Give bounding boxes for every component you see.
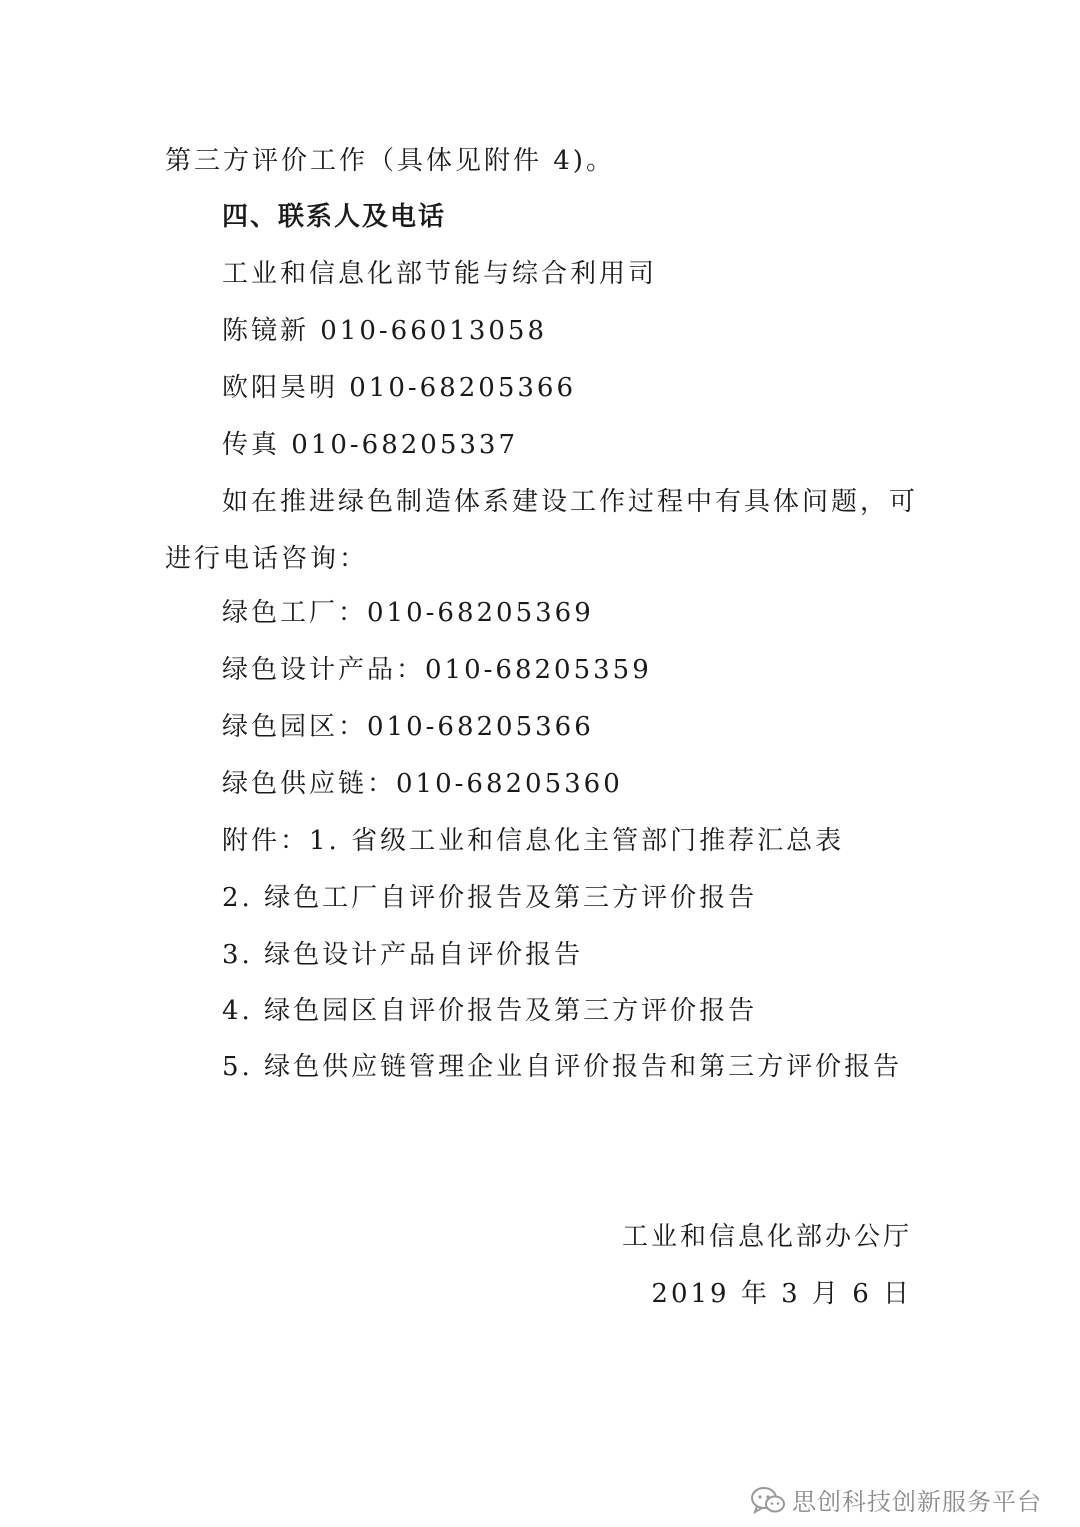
- text-line: 如在推进绿色制造体系建设工作过程中有具体问题，可: [222, 487, 919, 517]
- attachment-item: 2. 绿色工厂自评价报告及第三方评价报告: [222, 883, 758, 913]
- wechat-icon: [750, 1485, 786, 1515]
- watermark-text: 思创科技创新服务平台: [792, 1488, 1042, 1516]
- watermark: [750, 1482, 1042, 1517]
- attachment-item: 4. 绿色园区自评价报告及第三方评价报告: [222, 996, 758, 1026]
- text-line: 第三方评价工作（具体见附件 4)。: [165, 146, 615, 176]
- date: 2019 年 3 月 6 日: [651, 1279, 912, 1309]
- contact-person: 陈镜新 010-66013058: [222, 316, 548, 346]
- contact-person: 欧阳昊明 010-68205366: [222, 373, 577, 403]
- phone-line: 绿色工厂：010-68205369: [222, 598, 594, 628]
- phone-line: 绿色园区：010-68205366: [222, 712, 594, 742]
- section-heading: 四、联系人及电话: [222, 202, 447, 232]
- text-line: 进行电话咨询：: [165, 544, 369, 574]
- phone-line: 绿色供应链：010-68205360: [222, 769, 623, 799]
- fax-number: 传真 010-68205337: [222, 430, 519, 460]
- signature: 工业和信息化部办公厅: [621, 1222, 912, 1252]
- phone-line: 绿色设计产品：010-68205359: [222, 655, 652, 685]
- attachment-item: 5. 绿色供应链管理企业自评价报告和第三方评价报告: [222, 1052, 903, 1082]
- attachment-item: 附件：1. 省级工业和信息化主管部门推荐汇总表: [222, 826, 845, 856]
- department-name: 工业和信息化部节能与综合利用司: [222, 259, 658, 289]
- attachment-item: 3. 绿色设计产品自评价报告: [222, 940, 584, 970]
